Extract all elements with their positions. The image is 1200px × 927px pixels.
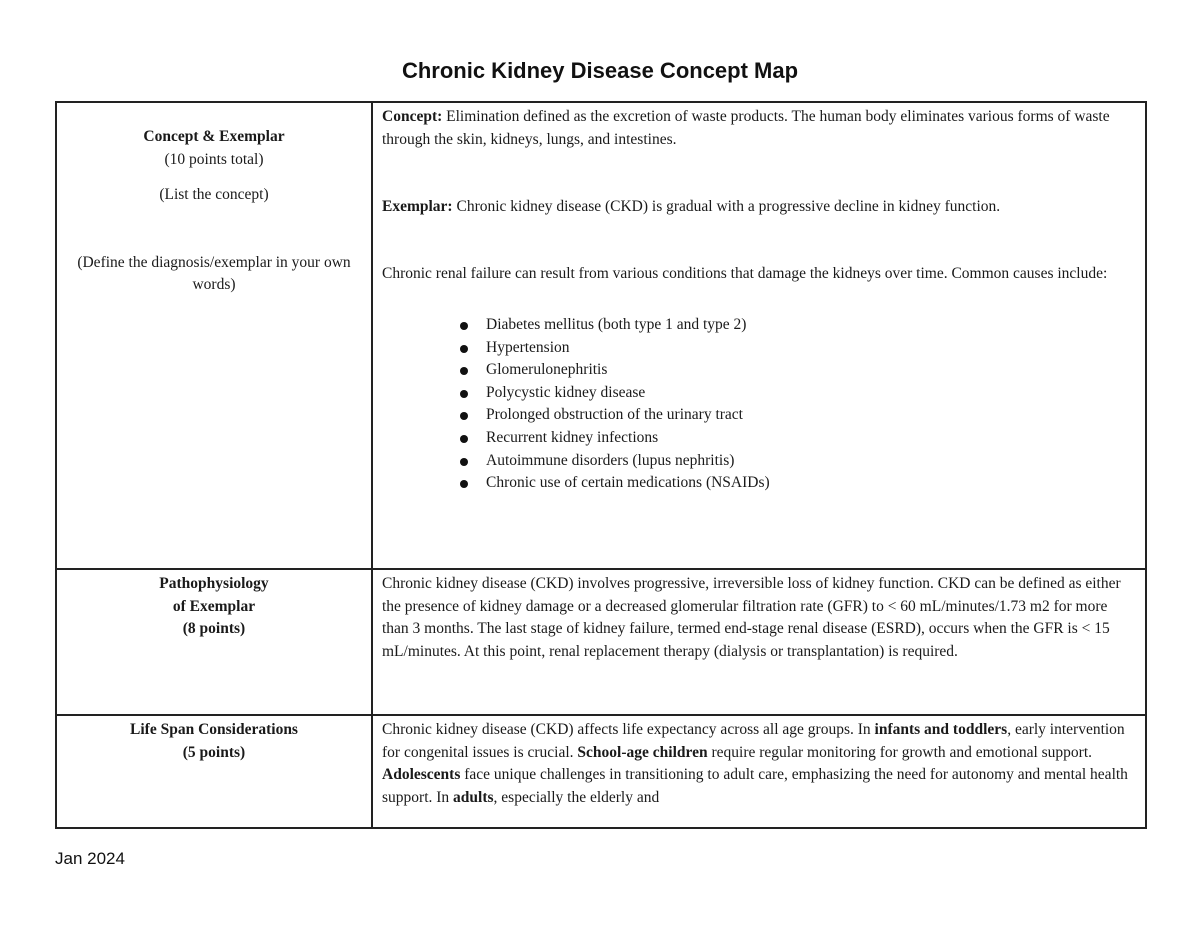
pathophysiology-points: (8 points) — [182, 620, 246, 637]
infants-toddlers-term: infants and toddlers — [874, 721, 1008, 738]
life-span-content-cell — [372, 715, 1146, 828]
bullet-icon — [460, 480, 468, 488]
bullet-icon — [460, 412, 468, 420]
pathophysiology-label-cell — [56, 569, 372, 715]
bullet-icon — [460, 367, 468, 375]
causes-intro: Chronic renal failure can result from various conditions that damage the kidneys over time. Common causes include: — [382, 264, 1108, 282]
bullet-icon — [460, 345, 468, 353]
list-item: Prolonged obstruction of the urinary tract — [486, 404, 1136, 427]
list-item: Polycystic kidney disease — [486, 382, 1136, 405]
pathophysiology-row — [56, 569, 1146, 715]
footer-date: Jan 2024 — [55, 849, 125, 868]
bullet-icon — [460, 435, 468, 443]
pathophysiology-text: Chronic kidney disease (CKD) involves progressive, irreversible loss of kidney function. CKD can be defined as either the presence of kidney damage or a decreased glomerular filtration rate (GFR) to < 60 mL/minutes/1.73 m2 for more than 3 months. The last stage of kidney failure, termed end-stage renal disease (ESRD), occurs when the GFR is < 15 mL/minutes. At this point, renal replacement therapy (dialysis or transplantation) is required. — [382, 575, 1121, 660]
concept-exemplar-points: (10 points total) — [164, 150, 264, 168]
document-title: Chronic Kidney Disease Concept Map — [401, 58, 799, 83]
life-span-points: (5 points) — [182, 743, 246, 761]
concept-exemplar-content-cell — [372, 102, 1146, 569]
causes-list — [382, 314, 1136, 495]
exemplar-text: Chronic kidney disease (CKD) is gradual with a progressive decline in kidney function. — [452, 198, 1001, 215]
life-span-label-cell — [56, 715, 372, 828]
life-span-heading: Life Span Considerations — [130, 721, 298, 738]
concept-text: Elimination defined as the excretion of waste products. The human body eliminates various forms of waste through the skin, kidneys, lungs, and intestines. — [382, 108, 1110, 148]
list-item: Recurrent kidney infections — [486, 427, 1136, 450]
list-item: Glomerulonephritis — [486, 359, 1136, 382]
exemplar-paragraph — [382, 196, 1136, 219]
list-item: Hypertension — [486, 337, 1136, 360]
life-span-row — [56, 715, 1146, 828]
bullet-icon — [460, 390, 468, 398]
list-item: Diabetes mellitus (both type 1 and type 2) — [486, 314, 1136, 337]
concept-map-table — [55, 101, 1147, 829]
define-diagnosis-note: (Define the diagnosis/exemplar in your own words) — [77, 253, 351, 293]
concept-label: Concept: — [382, 108, 443, 125]
adults-term: adults — [453, 788, 494, 806]
concept-exemplar-row — [56, 102, 1146, 569]
pathophysiology-heading-line1: Pathophysiology — [159, 575, 269, 592]
life-span-text: Chronic kidney disease (CKD) affects life expectancy across all age groups. In infants and toddlers, early intervention for congenital issues is crucial. School-age children require regular monitoring for growth and emotional support. Adolescents face unique challenges in transitioning to adult care, emphasizing the need for autonomy and mental health support. In adults, especially the elderly and — [382, 721, 1128, 806]
list-item: Chronic use of certain medications (NSAIDs) — [486, 472, 1136, 495]
pathophysiology-content-cell — [372, 569, 1146, 715]
bullet-icon — [460, 458, 468, 466]
adolescents-term: Adolescents — [382, 766, 461, 783]
school-age-term: School-age children — [577, 743, 708, 761]
list-item: Autoimmune disorders (lupus nephritis) — [486, 450, 1136, 473]
exemplar-label: Exemplar: — [382, 198, 453, 215]
concept-exemplar-heading: Concept & Exemplar — [143, 128, 285, 145]
concept-exemplar-label-cell — [56, 102, 372, 569]
concept-paragraph — [382, 106, 1136, 151]
pathophysiology-heading-line2: of Exemplar — [172, 597, 256, 615]
bullet-icon — [460, 322, 468, 330]
list-concept-note: (List the concept) — [159, 186, 269, 203]
